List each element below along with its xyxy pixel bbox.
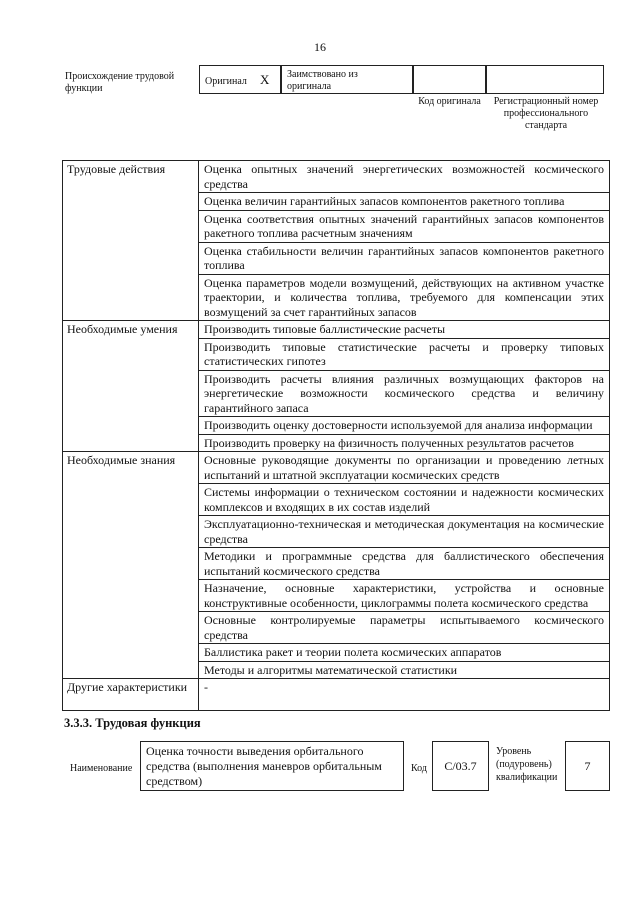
qualification-level: 7 [565, 741, 610, 791]
page-number: 16 [314, 40, 326, 54]
table-row [63, 161, 610, 193]
list-item: Оценка опытных значений энергетических возможностей космического средства [199, 161, 610, 193]
registration-number-cell [486, 65, 604, 94]
original-label: Оригинал [205, 76, 247, 87]
section-label: Трудовые действия [63, 161, 199, 321]
labor-function-table [62, 160, 610, 711]
function-name: Оценка точности выведения орбитального средства (выполнения маневров орбитальным средством) [140, 741, 404, 791]
table-row [63, 321, 610, 339]
function-heading: 3.3.3. Трудовая функция [64, 716, 201, 730]
table-row [63, 679, 610, 711]
section-label: Необходимые знания [63, 452, 199, 679]
code-caption: Код оригинала [418, 96, 481, 107]
list-item: - [199, 679, 610, 711]
list-item: Основные контролируемые параметры испытываемого космического средства [199, 612, 610, 644]
code-label: Код [411, 763, 427, 774]
list-item: Оценка величин гарантийных запасов компонентов ракетного топлива [199, 193, 610, 211]
function-code: С/03.7 [432, 741, 489, 791]
list-item: Производить оценку достоверности используемой для анализа информации [199, 417, 610, 435]
list-item: Системы информации о техническом состоянии и надежности космических комплексов и входящих в их состав изделий [199, 484, 610, 516]
list-item: Баллистика ракет и теории полета космических аппаратов [199, 644, 610, 662]
list-item: Оценка параметров модели возмущений, действующих на активном участке траектории, и количества топлива, требуемого для компенсации этих возмущений за счет гарантийных запасов [199, 274, 610, 321]
original-code-cell [413, 65, 486, 94]
table-row [63, 452, 610, 484]
list-item: Эксплуатационно-техническая и методическая документация на космические средства [199, 516, 610, 548]
list-item: Методики и программные средства для баллистического обеспечения испытаний космического средства [199, 548, 610, 580]
section-label: Необходимые умения [63, 321, 199, 452]
list-item: Оценка соответствия опытных значений гарантийных запасов компонентов ракетного топлива расчетным значениям [199, 210, 610, 242]
list-item: Основные руководящие документы по организации и проведению летных испытаний и штатной эксплуатации космических средств [199, 452, 610, 484]
section-label: Другие характеристики [63, 679, 199, 711]
original-mark: X [260, 72, 270, 87]
list-item: Методы и алгоритмы математической статистики [199, 661, 610, 679]
borrowed-cell [281, 65, 413, 94]
registration-caption: Регистрационный номер профессионального стандарта [493, 96, 599, 131]
borrowed-label: Заимствовано из оригинала [287, 69, 358, 92]
list-item: Оценка стабильности величин гарантийных запасов компонентов ракетного топлива [199, 242, 610, 274]
list-item: Производить проверку на физичность полученных результатов расчетов [199, 434, 610, 452]
list-item: Производить типовые баллистические расчеты [199, 321, 610, 339]
level-label: Уровень (подуровень) квалификации [496, 746, 558, 783]
name-label: Наименование [70, 763, 133, 774]
original-cell [199, 65, 281, 94]
list-item: Назначение, основные характеристики, устройства и основные конструктивные особенности, циклограммы полета космического средства [199, 580, 610, 612]
list-item: Производить типовые статистические расчеты и проверку типовых статистических гипотез [199, 338, 610, 370]
origin-label: Происхождение трудовой функции [65, 71, 175, 94]
list-item: Производить расчеты влияния различных возмущающих факторов на энергетические возможности космического средства и величину гарантийного запаса [199, 370, 610, 417]
